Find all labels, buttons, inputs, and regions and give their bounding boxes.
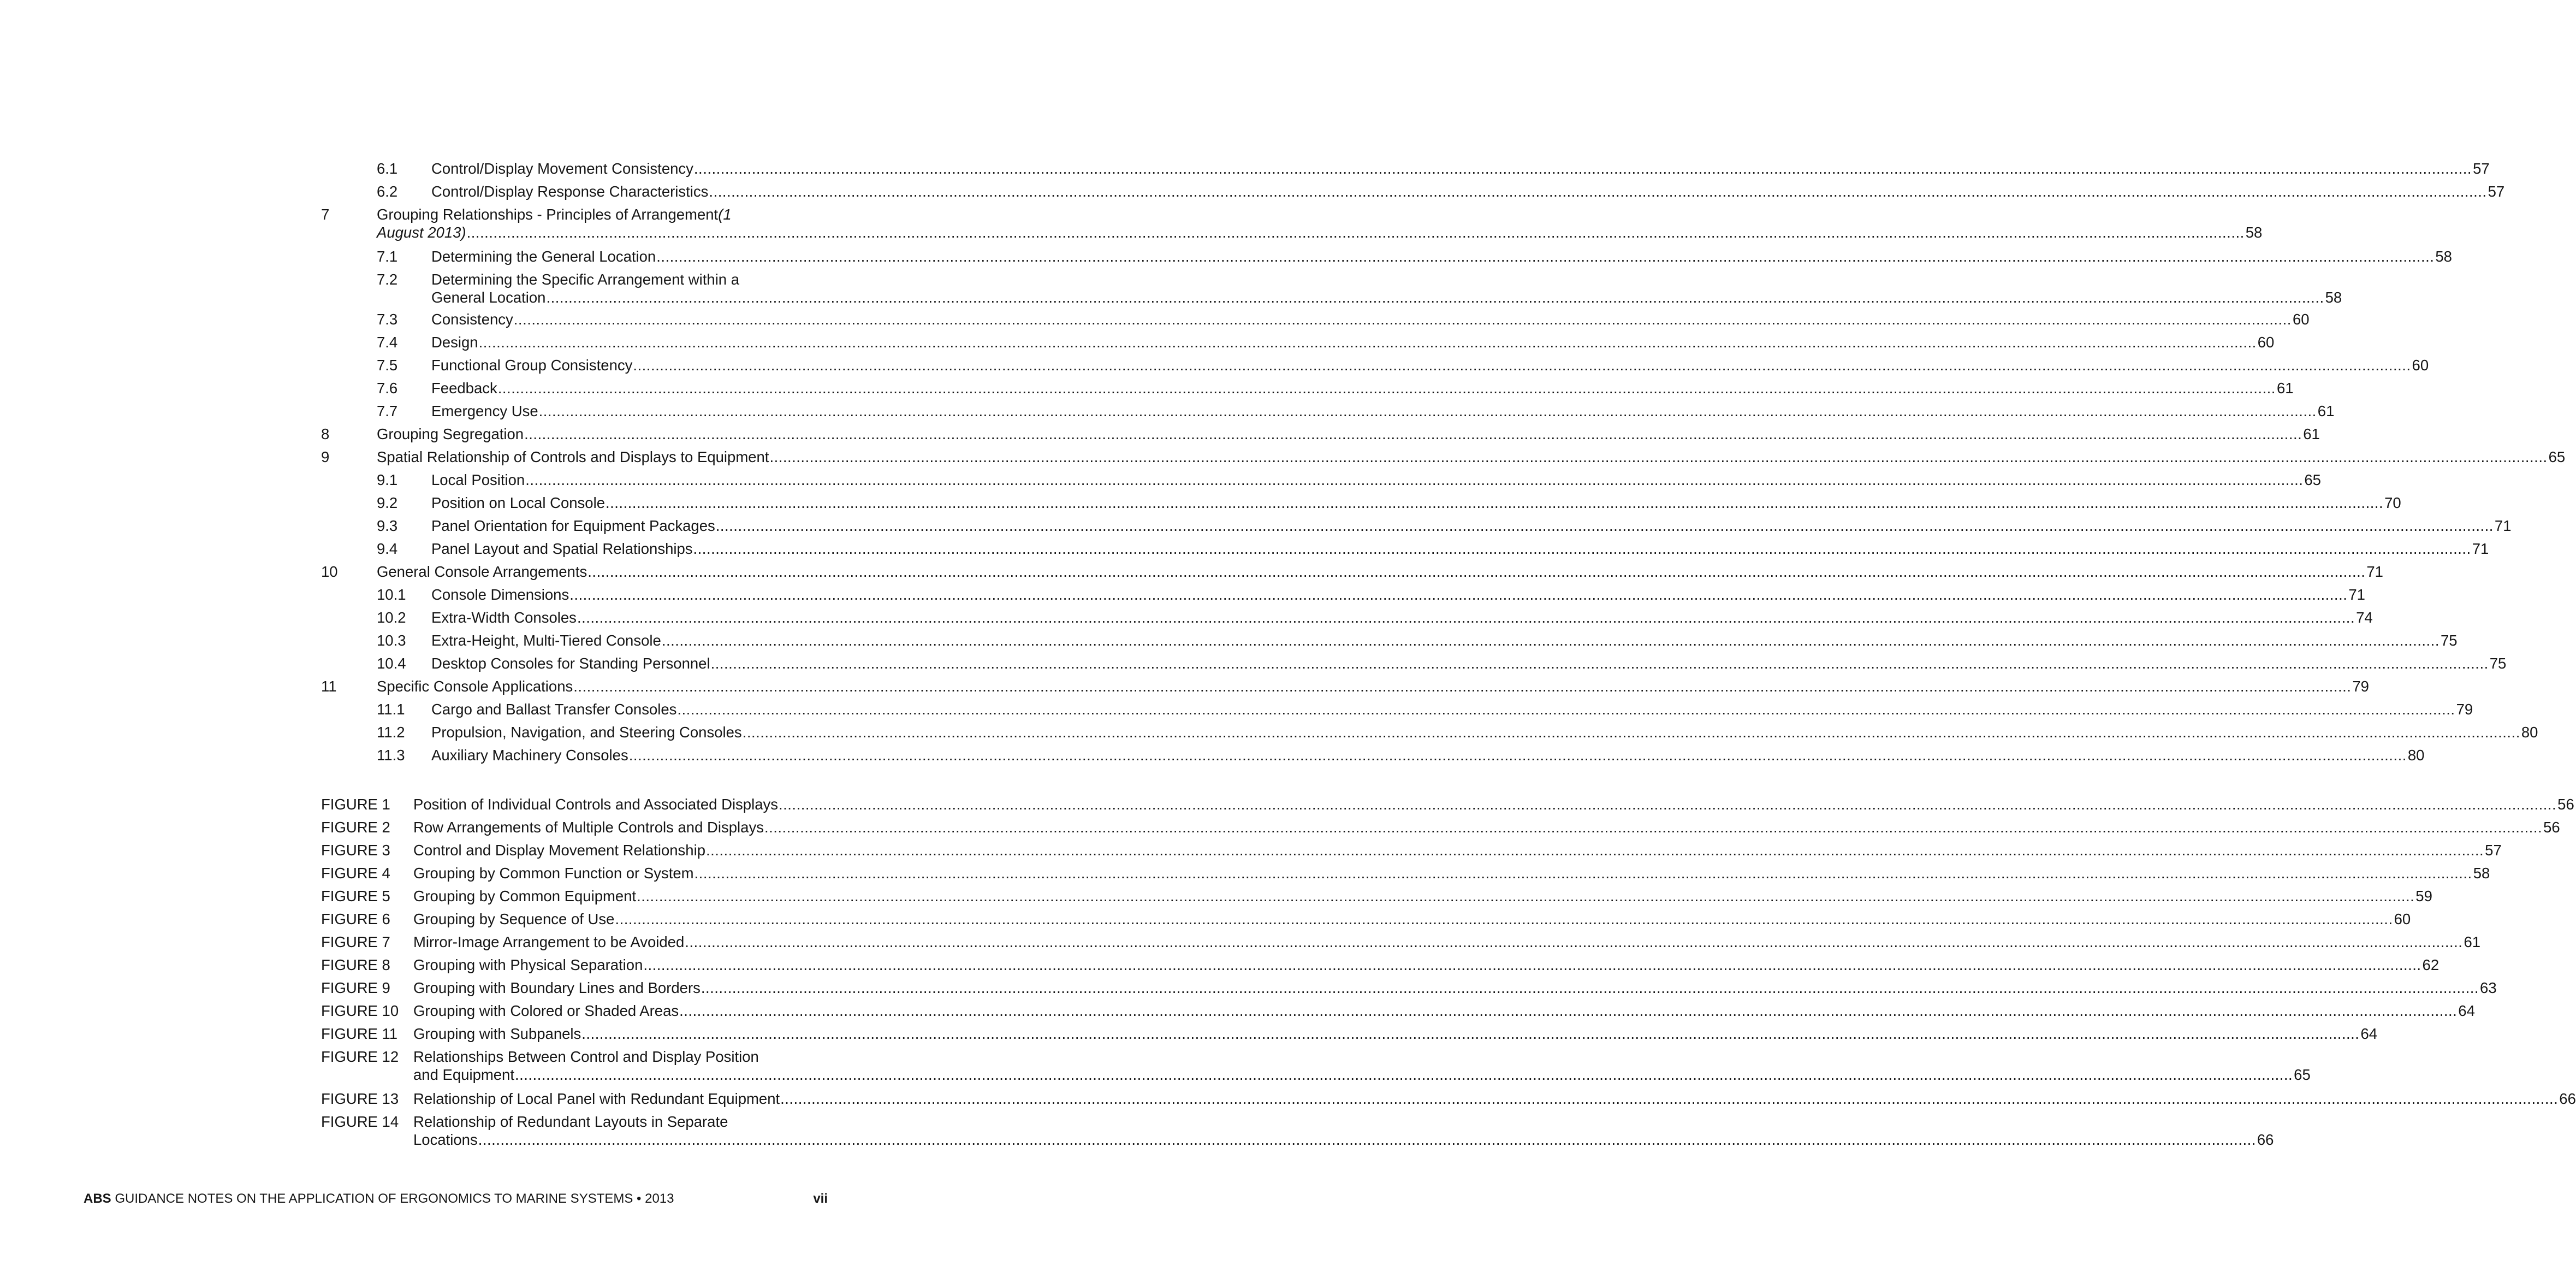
page-number: 79 xyxy=(2352,678,2369,695)
dot-leader: ................................................................................................................................................................................................................................................................................................................................................................................................................ xyxy=(780,1090,2559,1107)
toc-entry-number: 7 xyxy=(321,206,330,223)
dot-leader: ................................................................................................................................................................................................................................................................................................................................................................................................................ xyxy=(677,701,2455,718)
dot-leader: ................................................................................................................................................................................................................................................................................................................................................................................................................ xyxy=(706,842,2484,859)
toc-entry-title: Feedback xyxy=(431,380,497,397)
toc-entry-title: Panel Orientation for Equipment Packages xyxy=(431,517,715,534)
page-number: 58 xyxy=(2435,248,2452,265)
page-footer xyxy=(84,1191,828,1207)
toc-entry-number: 10.3 xyxy=(377,632,406,649)
dot-leader: ................................................................................................................................................................................................................................................................................................................................................................................................................ xyxy=(694,865,2472,882)
toc-entry-number: 6.1 xyxy=(377,160,398,177)
page-number: 71 xyxy=(2366,563,2383,580)
page-number: 58 xyxy=(2473,865,2490,882)
page-number: 62 xyxy=(2422,956,2440,973)
toc-entry-title: Position on Local Console xyxy=(431,494,605,511)
figure-title: Grouping by Common Equipment xyxy=(413,888,637,904)
toc-entry-title: Emergency Use xyxy=(431,403,538,419)
figure-number: FIGURE 7 xyxy=(321,933,390,950)
figure-title: Grouping with Colored or Shaded Areas xyxy=(413,1002,679,1019)
figure-title: Relationships Between Control and Display Position xyxy=(413,1048,759,1065)
figure-number: FIGURE 11 xyxy=(321,1025,398,1042)
toc-entry-number: 6.2 xyxy=(377,183,398,200)
figure-title: Grouping by Common Function or System xyxy=(413,865,694,882)
figure-number: FIGURE 1 xyxy=(321,796,390,813)
dot-leader: ................................................................................................................................................................................................................................................................................................................................................................................................................ xyxy=(779,796,2557,813)
toc-entry-number: 7.3 xyxy=(377,311,398,328)
toc-entry-number: 10 xyxy=(321,563,338,580)
page-number: 60 xyxy=(2257,334,2275,351)
figure-number: FIGURE 12 xyxy=(321,1048,399,1065)
toc-entry-number: 9.2 xyxy=(377,494,398,511)
figure-title: Relationship of Redundant Layouts in Separate xyxy=(413,1113,728,1130)
dot-leader: ................................................................................................................................................................................................................................................................................................................................................................................................................ xyxy=(577,609,2355,626)
dot-leader: ................................................................................................................................................................................................................................................................................................................................................................................................................ xyxy=(524,425,2302,442)
toc-entry-number: 7.2 xyxy=(377,271,398,288)
figure-title: Grouping by Sequence of Use xyxy=(413,911,615,927)
dot-leader: ................................................................................................................................................................................................................................................................................................................................................................................................................ xyxy=(513,311,2292,328)
page-number: 71 xyxy=(2472,540,2489,557)
page-number: 60 xyxy=(2292,311,2310,328)
figure-number: FIGURE 10 xyxy=(321,1002,399,1019)
page-number: 71 xyxy=(2494,517,2512,534)
dot-leader: ................................................................................................................................................................................................................................................................................................................................................................................................................ xyxy=(710,655,2489,672)
page-number: 71 xyxy=(2348,586,2365,603)
toc-entry-title: General Location xyxy=(431,289,546,306)
page-number: 61 xyxy=(2276,380,2294,397)
toc-entry-number: 10.2 xyxy=(377,609,406,626)
page-number: 65 xyxy=(2304,471,2321,488)
toc-entry-number: 10.4 xyxy=(377,655,406,672)
toc-entry-number: 7.5 xyxy=(377,357,398,374)
dot-leader: ................................................................................................................................................................................................................................................................................................................................................................................................................ xyxy=(573,678,2352,695)
dot-leader: ................................................................................................................................................................................................................................................................................................................................................................................................................ xyxy=(764,819,2543,836)
dot-leader: ................................................................................................................................................................................................................................................................................................................................................................................................................ xyxy=(685,933,2463,950)
toc-entry-number: 9.4 xyxy=(377,540,398,557)
toc-entry-title: Extra-Width Consoles xyxy=(431,609,577,626)
page-number: 56 xyxy=(2557,796,2574,813)
figure-title: Mirror-Image Arrangement to be Avoided xyxy=(413,933,685,950)
figure-title: Control and Display Movement Relationship xyxy=(413,842,705,859)
toc-entry-number: 11.2 xyxy=(377,724,405,741)
page-number: 56 xyxy=(2543,819,2560,836)
page-number: 64 xyxy=(2360,1025,2378,1042)
dot-leader: ................................................................................................................................................................................................................................................................................................................................................................................................................ xyxy=(538,403,2317,419)
dot-leader: ................................................................................................................................................................................................................................................................................................................................................................................................................ xyxy=(693,160,2472,177)
toc-entry-number: 7.7 xyxy=(377,403,398,419)
dot-leader: ................................................................................................................................................................................................................................................................................................................................................................................................................ xyxy=(715,517,2494,534)
page-number: 57 xyxy=(2485,842,2502,859)
page-number: 66 xyxy=(2559,1090,2576,1107)
dot-leader: ................................................................................................................................................................................................................................................................................................................................................................................................................ xyxy=(525,471,2304,488)
toc-entry-number: 9 xyxy=(321,448,330,465)
dot-leader: ................................................................................................................................................................................................................................................................................................................................................................................................................ xyxy=(769,448,2548,465)
figure-number: FIGURE 5 xyxy=(321,888,390,904)
figure-title: Position of Individual Controls and Associated Displays xyxy=(413,796,779,813)
toc-entry-number: 11 xyxy=(321,678,337,695)
toc-entry-title: Auxiliary Machinery Consoles xyxy=(431,747,628,764)
dot-leader: ................................................................................................................................................................................................................................................................................................................................................................................................................ xyxy=(478,1131,2256,1148)
figure-number: FIGURE 4 xyxy=(321,865,390,882)
page-number: 59 xyxy=(2415,888,2432,904)
dot-leader: ................................................................................................................................................................................................................................................................................................................................................................................................................ xyxy=(466,224,2245,241)
toc-entry-title: Panel Layout and Spatial Relationships xyxy=(431,540,693,557)
figure-title: Row Arrangements of Multiple Controls and Displays xyxy=(413,819,764,836)
dot-leader: ................................................................................................................................................................................................................................................................................................................................................................................................................ xyxy=(633,357,2411,374)
dot-leader: ................................................................................................................................................................................................................................................................................................................................................................................................................ xyxy=(637,888,2415,904)
page-number: 60 xyxy=(2394,911,2411,927)
dot-leader: ................................................................................................................................................................................................................................................................................................................................................................................................................ xyxy=(605,494,2384,511)
toc-entry-title: Consistency xyxy=(431,311,513,328)
toc-entry-title: General Console Arrangements xyxy=(377,563,587,580)
figure-title: Grouping with Physical Separation xyxy=(413,956,643,973)
toc-entry-title: Spatial Relationship of Controls and Displays to Equipment xyxy=(377,448,769,465)
page-number: 57 xyxy=(2488,183,2505,200)
page-number: 70 xyxy=(2384,494,2401,511)
dot-leader: ................................................................................................................................................................................................................................................................................................................................................................................................................ xyxy=(656,248,2435,265)
toc-entry-title: Propulsion, Navigation, and Steering Consoles xyxy=(431,724,742,741)
toc-entry-title: Console Dimensions xyxy=(431,586,569,603)
page-number: 64 xyxy=(2458,1002,2475,1019)
page-number: 66 xyxy=(2257,1131,2274,1148)
toc-entry-number: 11.1 xyxy=(377,701,405,718)
dot-leader: ................................................................................................................................................................................................................................................................................................................................................................................................................ xyxy=(615,911,2393,927)
toc-entry-title: Control/Display Response Characteristics xyxy=(431,183,709,200)
page-number: 61 xyxy=(2464,933,2481,950)
toc-entry-number: 7.6 xyxy=(377,380,398,397)
toc-entry-number: 9.3 xyxy=(377,517,398,534)
figure-title: Grouping with Subpanels xyxy=(413,1025,581,1042)
toc-entry-title: Extra-Height, Multi-Tiered Console xyxy=(431,632,661,649)
toc-entry-title: Grouping Segregation xyxy=(377,425,524,442)
toc-entry-number: 7.4 xyxy=(377,334,398,351)
page-number: 57 xyxy=(2473,160,2490,177)
dot-leader: ................................................................................................................................................................................................................................................................................................................................................................................................................ xyxy=(628,747,2407,764)
page-number: 58 xyxy=(2325,289,2342,306)
toc-entry-title: Desktop Consoles for Standing Personnel xyxy=(431,655,710,672)
dot-leader: ................................................................................................................................................................................................................................................................................................................................................................................................................ xyxy=(661,632,2440,649)
toc-entry-title: Cargo and Ballast Transfer Consoles xyxy=(431,701,677,718)
page-number: 65 xyxy=(2294,1066,2311,1083)
toc-entry-title: Functional Group Consistency xyxy=(431,357,633,374)
toc-entry-title: Local Position xyxy=(431,471,525,488)
figure-number: FIGURE 8 xyxy=(321,956,390,973)
page-number: 80 xyxy=(2521,724,2538,741)
figure-title: Relationship of Local Panel with Redundant Equipment xyxy=(413,1090,780,1107)
dot-leader: ................................................................................................................................................................................................................................................................................................................................................................................................................ xyxy=(701,979,2479,996)
figure-number: FIGURE 6 xyxy=(321,911,390,927)
toc-entry-title: Control/Display Movement Consistency xyxy=(431,160,693,177)
dot-leader: ................................................................................................................................................................................................................................................................................................................................................................................................................ xyxy=(679,1002,2458,1019)
toc-entry-title: August 2013) xyxy=(377,224,466,241)
page-number: 63 xyxy=(2480,979,2497,996)
page-number: 61 xyxy=(2303,425,2320,442)
figure-number: FIGURE 3 xyxy=(321,842,390,859)
figure-title: Locations xyxy=(413,1131,478,1148)
page-number: 75 xyxy=(2440,632,2458,649)
toc-entry-title: Grouping Relationships - Principles of Arrangement xyxy=(377,206,719,223)
page-number: 60 xyxy=(2412,357,2429,374)
toc-entry-title: Specific Console Applications xyxy=(377,678,573,695)
toc-entry-number: 9.1 xyxy=(377,471,398,488)
dot-leader: ................................................................................................................................................................................................................................................................................................................................................................................................................ xyxy=(643,956,2421,973)
page-number: 74 xyxy=(2356,609,2373,626)
figure-title: Grouping with Boundary Lines and Borders xyxy=(413,979,701,996)
page-number: 79 xyxy=(2456,701,2473,718)
toc-entry-number: 8 xyxy=(321,425,330,442)
toc-entry-amendment-note: (1 xyxy=(718,206,732,223)
dot-leader: ................................................................................................................................................................................................................................................................................................................................................................................................................ xyxy=(497,380,2276,397)
footer-brand: ABS xyxy=(84,1191,111,1206)
dot-leader: ................................................................................................................................................................................................................................................................................................................................................................................................................ xyxy=(693,540,2471,557)
toc-entry-number: 11.3 xyxy=(377,747,405,764)
dot-leader: ................................................................................................................................................................................................................................................................................................................................................................................................................ xyxy=(587,563,2366,580)
dot-leader: ................................................................................................................................................................................................................................................................................................................................................................................................................ xyxy=(709,183,2487,200)
page-number: 61 xyxy=(2317,403,2335,419)
page-number: 65 xyxy=(2548,448,2566,465)
figure-number: FIGURE 2 xyxy=(321,819,390,836)
page-number: 75 xyxy=(2489,655,2507,672)
dot-leader: ................................................................................................................................................................................................................................................................................................................................................................................................................ xyxy=(546,289,2324,306)
toc-entry-number: 10.1 xyxy=(377,586,406,603)
figure-number: FIGURE 14 xyxy=(321,1113,399,1130)
toc-entry-number: 7.1 xyxy=(377,248,398,265)
toc-entry-title: Determining the General Location xyxy=(431,248,656,265)
footer-title: GUIDANCE NOTES ON THE APPLICATION OF ERGONOMICS TO MARINE SYSTEMS • 2013 xyxy=(111,1191,674,1206)
dot-leader: ................................................................................................................................................................................................................................................................................................................................................................................................................ xyxy=(515,1066,2293,1083)
figure-number: FIGURE 9 xyxy=(321,979,390,996)
footer-page-number: vii xyxy=(813,1191,828,1206)
dot-leader: ................................................................................................................................................................................................................................................................................................................................................................................................................ xyxy=(742,724,2520,741)
page-number: 80 xyxy=(2407,747,2425,764)
toc-entry-title: Design xyxy=(431,334,478,351)
dot-leader: ................................................................................................................................................................................................................................................................................................................................................................................................................ xyxy=(478,334,2257,351)
figure-title: and Equipment xyxy=(413,1066,514,1083)
page-number: 58 xyxy=(2245,224,2263,241)
dot-leader: ................................................................................................................................................................................................................................................................................................................................................................................................................ xyxy=(581,1025,2360,1042)
toc-entry-title: Determining the Specific Arrangement within a xyxy=(431,271,740,288)
dot-leader: ................................................................................................................................................................................................................................................................................................................................................................................................................ xyxy=(569,586,2348,603)
figure-number: FIGURE 13 xyxy=(321,1090,399,1107)
